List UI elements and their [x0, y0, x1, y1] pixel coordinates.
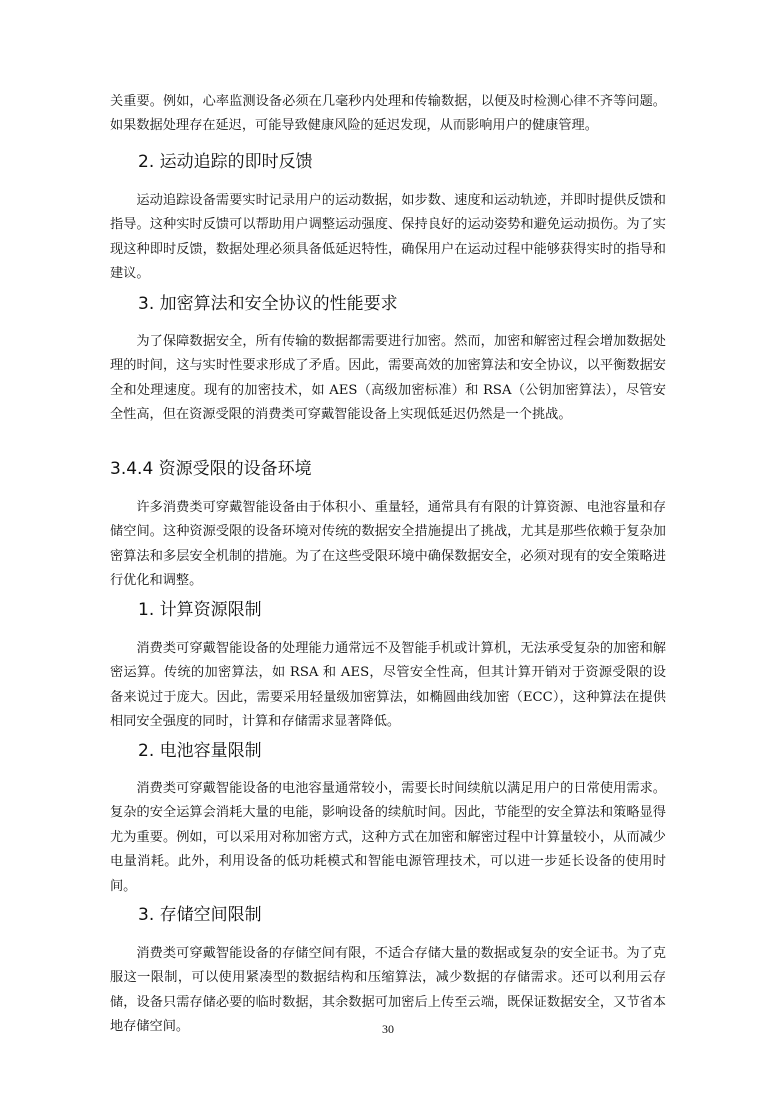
- paragraph-battery-limit: 消费类可穿戴智能设备的电池容量通常较小，需要长时间续航以满足用户的日常使用需求。复杂的安全运算会消耗大量的电能，影响设备的续航时间。因此，节能型的安全算法和策略显得尤为重要。例如，可以采用对称加密方式，这种方式在加密和解密过程中计算量较小，从而减少电量消耗。此外，利用设备的低功耗模式和智能电源管理技术，可以进一步延长设备的使用时间。: [110, 781, 666, 894]
- section-heading-resource-limited: 3.4.4 资源受限的设备环境: [110, 459, 312, 479]
- paragraph-encryption: 为了保障数据安全，所有传输的数据都需要进行加密。然而，加密和解密过程会增加数据处理的时间，这与实时性要求形成了矛盾。因此，需要高效的加密算法和安全协议，以平衡数据安全和处理速度。现有的加密技术，如 AES（高级加密标准）和 RSA（公钥加密算法），尽管安全性高，但在资源受限的消费类可穿戴智能设备上实现低延迟仍然是一个挑战。: [110, 334, 666, 423]
- paragraph-storage-limit: 消费类可穿戴智能设备的存储空间有限，不适合存储大量的数据或复杂的安全证书。为了克服这一限制，可以使用紧凑型的数据结构和压缩算法，减少数据的存储需求。还可以利用云存储，设备只需存储必要的临时数据，其余数据可加密后上传至云端，既保证数据安全，又节省本地存储空间。: [110, 946, 666, 1035]
- heading-motion-tracking-feedback: 2. 运动追踪的即时反馈: [138, 152, 313, 172]
- heading-encryption-performance: 3. 加密算法和安全协议的性能要求: [138, 294, 398, 314]
- paragraph-heart-rate-continuation: 关重要。例如，心率监测设备必须在几毫秒内处理和传输数据，以便及时检测心律不齐等问题。如果数据处理存在延迟，可能导致健康风险的延迟发现，从而影响用户的健康管理。: [110, 94, 666, 134]
- heading-storage-limit: 3. 存储空间限制: [138, 905, 262, 925]
- page-number: 30: [382, 1022, 394, 1036]
- paragraph-resource-limited: 许多消费类可穿戴智能设备由于体积小、重量轻，通常具有有限的计算资源、电池容量和存储空间。这种资源受限的设备环境对传统的数据安全措施提出了挑战，尤其是那些依赖于复杂加密算法和多层安全机制的措施。为了在这些受限环境中确保数据安全，必须对现有的安全策略进行优化和调整。: [110, 500, 666, 589]
- heading-battery-limit: 2. 电池容量限制: [138, 741, 262, 761]
- heading-compute-limit: 1. 计算资源限制: [138, 600, 262, 620]
- paragraph-compute-limit: 消费类可穿戴智能设备的处理能力通常远不及智能手机或计算机，无法承受复杂的加密和解密运算。传统的加密算法，如 RSA 和 AES，尽管安全性高，但其计算开销对于资源受限的设备来说过于庞大。因此，需要采用轻量级加密算法，如椭圆曲线加密（ECC），这种算法在提供相同安全强度的同时，计算和存储需求显著降低。: [110, 641, 666, 730]
- paragraph-motion-tracking: 运动追踪设备需要实时记录用户的运动数据，如步数、速度和运动轨迹，并即时提供反馈和指导。这种实时反馈可以帮助用户调整运动强度、保持良好的运动姿势和避免运动损伤。为了实现这种即时反馈，数据处理必须具备低延迟特性，确保用户在运动过程中能够获得实时的指导和建议。: [110, 193, 666, 282]
